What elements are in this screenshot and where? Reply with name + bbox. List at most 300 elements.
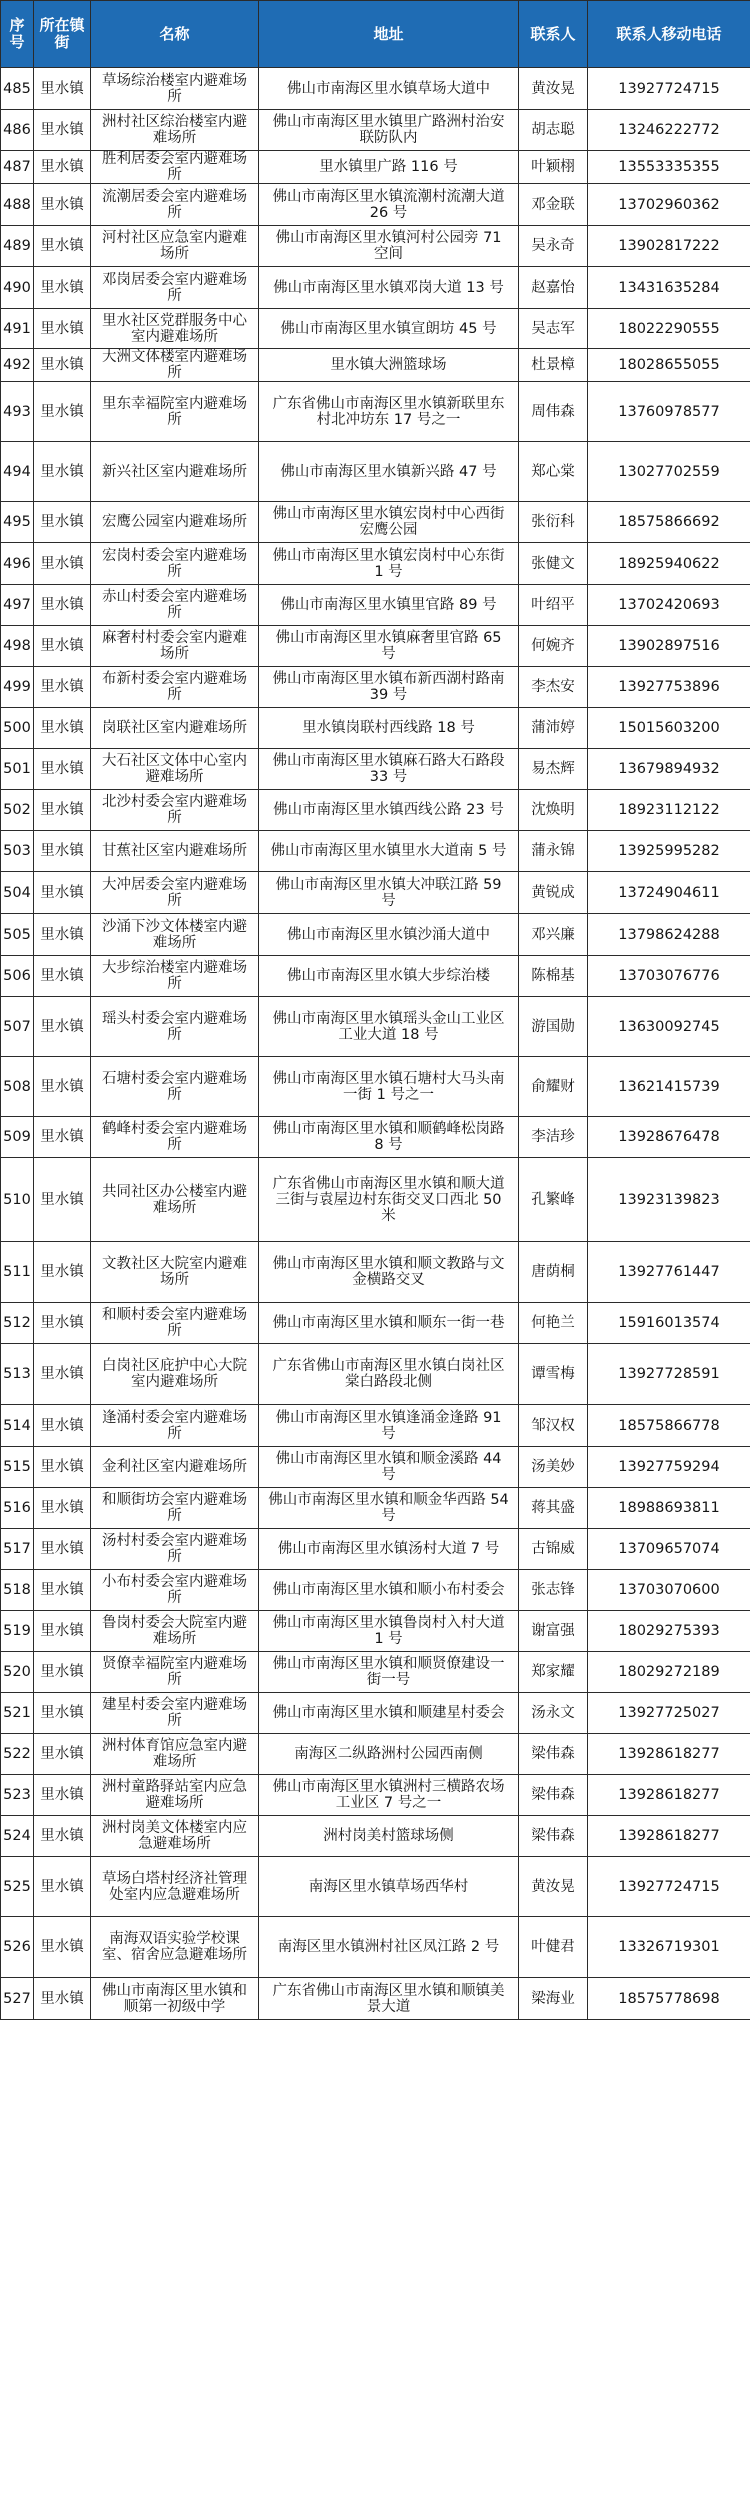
header-town: 所在镇街 [34,1,91,68]
row-town: 里水镇 [34,585,91,626]
header-address: 地址 [259,1,519,68]
table-row [1,1734,750,1775]
table-row [1,997,750,1057]
row-number: 512 [1,1303,34,1344]
row-address: 南海区里水镇洲村社区凤江路 2 号 [259,1917,519,1978]
row-phone: 13928676478 [588,1117,750,1158]
row-name: 和顺街坊会室内避难场所 [91,1488,259,1529]
row-name: 沙涌下沙文体楼室内避难场所 [91,914,259,956]
row-name: 南海双语实验学校课室、宿舍应急避难场所 [91,1917,259,1978]
row-phone: 13927761447 [588,1242,750,1303]
row-address: 佛山市南海区里水镇麻石路大石路段 33 号 [259,749,519,790]
row-name: 草场综治楼室内避难场所 [91,68,259,110]
row-address: 佛山市南海区里水镇鲁岗村入村大道 1 号 [259,1611,519,1652]
header-contact: 联系人 [519,1,588,68]
row-number: 507 [1,997,34,1057]
row-phone: 13702420693 [588,585,750,626]
row-town: 里水镇 [34,1488,91,1529]
row-address: 佛山市南海区里水镇和顺贤僚建设一街一号 [259,1652,519,1693]
row-phone: 13925995282 [588,831,750,872]
row-number: 527 [1,1978,34,2020]
row-town: 里水镇 [34,502,91,543]
row-contact: 赵嘉怡 [519,267,588,309]
row-town: 里水镇 [34,1344,91,1405]
row-contact: 梁海业 [519,1978,588,2020]
row-contact: 何艳兰 [519,1303,588,1344]
row-phone: 18575866778 [588,1405,750,1447]
row-address: 里水镇里广路 116 号 [259,151,519,184]
row-name: 汤村村委会室内避难场所 [91,1529,259,1570]
row-phone: 13326719301 [588,1917,750,1978]
row-phone: 13798624288 [588,914,750,956]
row-phone: 18575778698 [588,1978,750,2020]
row-number: 496 [1,543,34,585]
row-town: 里水镇 [34,1570,91,1611]
row-town: 里水镇 [34,1611,91,1652]
table-row [1,1117,750,1158]
row-number: 519 [1,1611,34,1652]
row-number: 524 [1,1816,34,1857]
row-number: 491 [1,309,34,349]
row-contact: 俞耀财 [519,1057,588,1117]
row-address: 广东省佛山市南海区里水镇和顺大道三街与袁屋边村东街交叉口西北 50 米 [259,1158,519,1242]
row-contact: 黄汝晃 [519,68,588,110]
row-name: 洲村体育馆应急室内避难场所 [91,1734,259,1775]
row-contact: 蒲永锦 [519,831,588,872]
row-town: 里水镇 [34,1816,91,1857]
table-row [1,749,750,790]
row-phone: 13553335355 [588,151,750,184]
row-address: 洲村岗美村篮球场侧 [259,1816,519,1857]
row-town: 里水镇 [34,1857,91,1917]
row-name: 宏鹰公园室内避难场所 [91,502,259,543]
row-name: 共同社区办公楼室内避难场所 [91,1158,259,1242]
row-phone: 13027702559 [588,442,750,502]
row-address: 佛山市南海区里水镇和顺小布村委会 [259,1570,519,1611]
row-number: 486 [1,110,34,151]
row-name: 流潮居委会室内避难场所 [91,184,259,226]
row-number: 520 [1,1652,34,1693]
row-address: 佛山市南海区里水镇草场大道中 [259,68,519,110]
row-contact: 陈棉基 [519,956,588,997]
row-number: 505 [1,914,34,956]
row-phone: 18022290555 [588,309,750,349]
row-address: 佛山市南海区里水镇逢涌金逢路 91 号 [259,1405,519,1447]
row-phone: 13679894932 [588,749,750,790]
header-phone: 联系人移动电话 [588,1,750,68]
table-row [1,226,750,267]
row-phone: 18988693811 [588,1488,750,1529]
row-phone: 13927728591 [588,1344,750,1405]
row-address: 佛山市南海区里水镇河村公园旁 71 空间 [259,226,519,267]
row-address: 佛山市南海区里水镇里官路 89 号 [259,585,519,626]
row-name: 胜利居委会室内避难场所 [91,151,259,184]
row-town: 里水镇 [34,1158,91,1242]
row-number: 499 [1,667,34,708]
row-contact: 郑心棠 [519,442,588,502]
row-number: 500 [1,708,34,749]
row-town: 里水镇 [34,749,91,790]
row-phone: 18575866692 [588,502,750,543]
row-phone: 18028655055 [588,349,750,382]
row-address: 佛山市南海区里水镇大步综治楼 [259,956,519,997]
row-address: 南海区二纵路洲村公园西南侧 [259,1734,519,1775]
row-number: 488 [1,184,34,226]
table-row [1,1570,750,1611]
row-phone: 13431635284 [588,267,750,309]
table-row [1,1447,750,1488]
row-phone: 13246222772 [588,110,750,151]
row-address: 佛山市南海区里水镇和顺文教路与文金横路交叉 [259,1242,519,1303]
row-phone: 13923139823 [588,1158,750,1242]
row-phone: 13927753896 [588,667,750,708]
row-number: 522 [1,1734,34,1775]
row-address: 佛山市南海区里水镇洲村三横路农场工业区 7 号之一 [259,1775,519,1816]
row-town: 里水镇 [34,184,91,226]
row-phone: 13927725027 [588,1693,750,1734]
row-contact: 黄锐成 [519,872,588,914]
row-town: 里水镇 [34,956,91,997]
table-row [1,1344,750,1405]
row-name: 里东幸福院室内避难场所 [91,382,259,442]
row-phone: 13902897516 [588,626,750,667]
table-row [1,68,750,110]
table-row [1,872,750,914]
row-number: 516 [1,1488,34,1529]
table-row [1,1917,750,1978]
table-row [1,309,750,349]
row-phone: 15916013574 [588,1303,750,1344]
row-contact: 叶绍平 [519,585,588,626]
table-row [1,1529,750,1570]
table-row [1,1488,750,1529]
row-number: 508 [1,1057,34,1117]
row-town: 里水镇 [34,151,91,184]
row-phone: 13928618277 [588,1775,750,1816]
header-name: 名称 [91,1,259,68]
row-phone: 13927759294 [588,1447,750,1488]
row-phone: 18029275393 [588,1611,750,1652]
row-contact: 郑家耀 [519,1652,588,1693]
row-name: 河村社区应急室内避难场所 [91,226,259,267]
row-contact: 张志锋 [519,1570,588,1611]
row-town: 里水镇 [34,831,91,872]
table-row [1,1158,750,1242]
row-address: 南海区里水镇草场西华村 [259,1857,519,1917]
row-contact: 张健文 [519,543,588,585]
row-number: 504 [1,872,34,914]
row-number: 517 [1,1529,34,1570]
row-address: 佛山市南海区里水镇宣朗坊 45 号 [259,309,519,349]
row-phone: 18029272189 [588,1652,750,1693]
row-contact: 梁伟森 [519,1775,588,1816]
row-name: 洲村社区综治楼室内避难场所 [91,110,259,151]
table-row [1,667,750,708]
row-name: 金利社区室内避难场所 [91,1447,259,1488]
row-phone: 13621415739 [588,1057,750,1117]
row-contact: 胡志聪 [519,110,588,151]
row-town: 里水镇 [34,1978,91,2020]
row-name: 麻奢村村委会室内避难场所 [91,626,259,667]
row-name: 鹤峰村委会室内避难场所 [91,1117,259,1158]
row-town: 里水镇 [34,1303,91,1344]
row-address: 佛山市南海区里水镇瑶头金山工业区工业大道 18 号 [259,997,519,1057]
row-contact: 易杰辉 [519,749,588,790]
row-name: 鲁岗村委会大院室内避难场所 [91,1611,259,1652]
row-name: 小布村委会室内避难场所 [91,1570,259,1611]
row-number: 513 [1,1344,34,1405]
row-town: 里水镇 [34,872,91,914]
row-town: 里水镇 [34,1242,91,1303]
row-address: 佛山市南海区里水镇和顺建星村委会 [259,1693,519,1734]
row-contact: 吴志军 [519,309,588,349]
row-number: 495 [1,502,34,543]
table-body [1,68,750,2020]
table-row [1,1242,750,1303]
row-town: 里水镇 [34,626,91,667]
row-address: 佛山市南海区里水镇和顺东一街一巷 [259,1303,519,1344]
row-name: 布新村委会室内避难场所 [91,667,259,708]
row-town: 里水镇 [34,1734,91,1775]
table-row [1,184,750,226]
table-row [1,708,750,749]
row-name: 大洲文体楼室内避难场所 [91,349,259,382]
row-name: 佛山市南海区里水镇和顺第一初级中学 [91,1978,259,2020]
row-name: 瑶头村委会室内避难场所 [91,997,259,1057]
row-phone: 13927724715 [588,1857,750,1917]
row-contact: 邓兴廉 [519,914,588,956]
row-contact: 古锦威 [519,1529,588,1570]
row-phone: 13724904611 [588,872,750,914]
row-name: 里水社区党群服务中心室内避难场所 [91,309,259,349]
table-row [1,110,750,151]
row-number: 526 [1,1917,34,1978]
row-town: 里水镇 [34,110,91,151]
row-contact: 李洁珍 [519,1117,588,1158]
table-row [1,502,750,543]
row-contact: 谭雪梅 [519,1344,588,1405]
row-number: 492 [1,349,34,382]
row-number: 525 [1,1857,34,1917]
row-town: 里水镇 [34,1775,91,1816]
row-number: 510 [1,1158,34,1242]
row-phone: 13703076776 [588,956,750,997]
row-town: 里水镇 [34,1693,91,1734]
row-number: 523 [1,1775,34,1816]
row-phone: 13760978577 [588,382,750,442]
row-town: 里水镇 [34,543,91,585]
row-town: 里水镇 [34,349,91,382]
row-number: 498 [1,626,34,667]
row-number: 487 [1,151,34,184]
row-address: 佛山市南海区里水镇和顺金华西路 54 号 [259,1488,519,1529]
row-phone: 13928618277 [588,1816,750,1857]
row-name: 石塘村委会室内避难场所 [91,1057,259,1117]
row-contact: 游国勋 [519,997,588,1057]
row-number: 489 [1,226,34,267]
table-row [1,1652,750,1693]
row-contact: 孔繁峰 [519,1158,588,1242]
row-town: 里水镇 [34,267,91,309]
row-town: 里水镇 [34,1652,91,1693]
row-address: 广东省佛山市南海区里水镇和顺镇美景大道 [259,1978,519,2020]
row-phone: 18923112122 [588,790,750,831]
row-number: 494 [1,442,34,502]
row-contact: 汤美妙 [519,1447,588,1488]
row-address: 佛山市南海区里水镇西线公路 23 号 [259,790,519,831]
header-no: 序号 [1,1,34,68]
row-contact: 蒋其盛 [519,1488,588,1529]
table-row [1,1405,750,1447]
row-address: 佛山市南海区里水镇和顺鹤峰松岗路 8 号 [259,1117,519,1158]
row-number: 502 [1,790,34,831]
table-row [1,382,750,442]
row-contact: 梁伟森 [519,1734,588,1775]
row-address: 佛山市南海区里水镇汤村大道 7 号 [259,1529,519,1570]
row-number: 503 [1,831,34,872]
row-phone: 13630092745 [588,997,750,1057]
table-row [1,914,750,956]
row-contact: 唐荫桐 [519,1242,588,1303]
table-row [1,349,750,382]
table-row [1,1857,750,1917]
row-number: 490 [1,267,34,309]
row-town: 里水镇 [34,914,91,956]
row-contact: 梁伟森 [519,1816,588,1857]
row-number: 506 [1,956,34,997]
row-name: 和顺村委会室内避难场所 [91,1303,259,1344]
row-phone: 18925940622 [588,543,750,585]
row-address: 佛山市南海区里水镇宏岗村中心东街 1 号 [259,543,519,585]
row-number: 509 [1,1117,34,1158]
row-number: 501 [1,749,34,790]
row-town: 里水镇 [34,309,91,349]
row-town: 里水镇 [34,1447,91,1488]
table-row [1,790,750,831]
row-phone: 15015603200 [588,708,750,749]
row-contact: 吴永奇 [519,226,588,267]
row-town: 里水镇 [34,1405,91,1447]
row-address: 佛山市南海区里水镇流潮村流潮大道 26 号 [259,184,519,226]
row-name: 赤山村委会室内避难场所 [91,585,259,626]
table-row [1,1057,750,1117]
table-row [1,1816,750,1857]
row-number: 521 [1,1693,34,1734]
row-town: 里水镇 [34,790,91,831]
table-row [1,1611,750,1652]
table-row [1,956,750,997]
row-contact: 蒲沛婷 [519,708,588,749]
row-town: 里水镇 [34,68,91,110]
row-address: 广东省佛山市南海区里水镇白岗社区棠白路段北侧 [259,1344,519,1405]
row-number: 485 [1,68,34,110]
row-phone: 13709657074 [588,1529,750,1570]
table-row [1,442,750,502]
row-contact: 汤永文 [519,1693,588,1734]
row-town: 里水镇 [34,1529,91,1570]
row-contact: 谢富强 [519,1611,588,1652]
row-town: 里水镇 [34,442,91,502]
row-contact: 何婉齐 [519,626,588,667]
row-town: 里水镇 [34,226,91,267]
header-row [1,1,750,68]
row-phone: 13928618277 [588,1734,750,1775]
row-address: 佛山市南海区里水镇布新西湖村路南 39 号 [259,667,519,708]
row-name: 洲村童路驿站室内应急避难场所 [91,1775,259,1816]
table-row [1,543,750,585]
row-town: 里水镇 [34,708,91,749]
row-address: 佛山市南海区里水镇宏岗村中心西街宏鹰公园 [259,502,519,543]
row-name: 邓岗居委会室内避难场所 [91,267,259,309]
row-phone: 13902817222 [588,226,750,267]
row-contact: 邹汉权 [519,1405,588,1447]
table-row [1,831,750,872]
row-name: 北沙村委会室内避难场所 [91,790,259,831]
row-phone: 13927724715 [588,68,750,110]
row-name: 大石社区文体中心室内避难场所 [91,749,259,790]
row-phone: 13703070600 [588,1570,750,1611]
table-row [1,1303,750,1344]
row-address: 佛山市南海区里水镇麻奢里官路 65 号 [259,626,519,667]
table-header [1,1,750,68]
row-contact: 李杰安 [519,667,588,708]
row-number: 493 [1,382,34,442]
row-address: 里水镇岗联村西线路 18 号 [259,708,519,749]
row-address: 佛山市南海区里水镇里水大道南 5 号 [259,831,519,872]
row-name: 甘蕉社区室内避难场所 [91,831,259,872]
row-phone: 13702960362 [588,184,750,226]
row-number: 515 [1,1447,34,1488]
table-row [1,267,750,309]
row-address: 佛山市南海区里水镇沙涌大道中 [259,914,519,956]
row-town: 里水镇 [34,1917,91,1978]
table-row [1,1978,750,2020]
row-number: 518 [1,1570,34,1611]
table-row [1,151,750,184]
table-row [1,1775,750,1816]
row-town: 里水镇 [34,997,91,1057]
row-address: 佛山市南海区里水镇里广路洲村治安联防队内 [259,110,519,151]
row-contact: 叶颖栩 [519,151,588,184]
row-name: 建星村委会室内避难场所 [91,1693,259,1734]
row-town: 里水镇 [34,667,91,708]
row-address: 佛山市南海区里水镇石塘村大马头南一街 1 号之一 [259,1057,519,1117]
table-row [1,585,750,626]
row-town: 里水镇 [34,382,91,442]
row-address: 佛山市南海区里水镇和顺金溪路 44 号 [259,1447,519,1488]
row-name: 洲村岗美文体楼室内应急避难场所 [91,1816,259,1857]
row-contact: 杜景樟 [519,349,588,382]
row-contact: 邓金联 [519,184,588,226]
table-row [1,1693,750,1734]
row-name: 宏岗村委会室内避难场所 [91,543,259,585]
row-contact: 黄汝晃 [519,1857,588,1917]
row-contact: 周伟森 [519,382,588,442]
row-contact: 叶健君 [519,1917,588,1978]
row-address: 佛山市南海区里水镇大冲联江路 59 号 [259,872,519,914]
row-number: 497 [1,585,34,626]
row-address: 广东省佛山市南海区里水镇新联里东村北冲坊东 17 号之一 [259,382,519,442]
row-address: 佛山市南海区里水镇邓岗大道 13 号 [259,267,519,309]
row-name: 大步综治楼室内避难场所 [91,956,259,997]
row-name: 大冲居委会室内避难场所 [91,872,259,914]
row-name: 岗联社区室内避难场所 [91,708,259,749]
row-number: 514 [1,1405,34,1447]
row-name: 文教社区大院室内避难场所 [91,1242,259,1303]
row-name: 逢涌村委会室内避难场所 [91,1405,259,1447]
row-contact: 张衍科 [519,502,588,543]
table-row [1,626,750,667]
